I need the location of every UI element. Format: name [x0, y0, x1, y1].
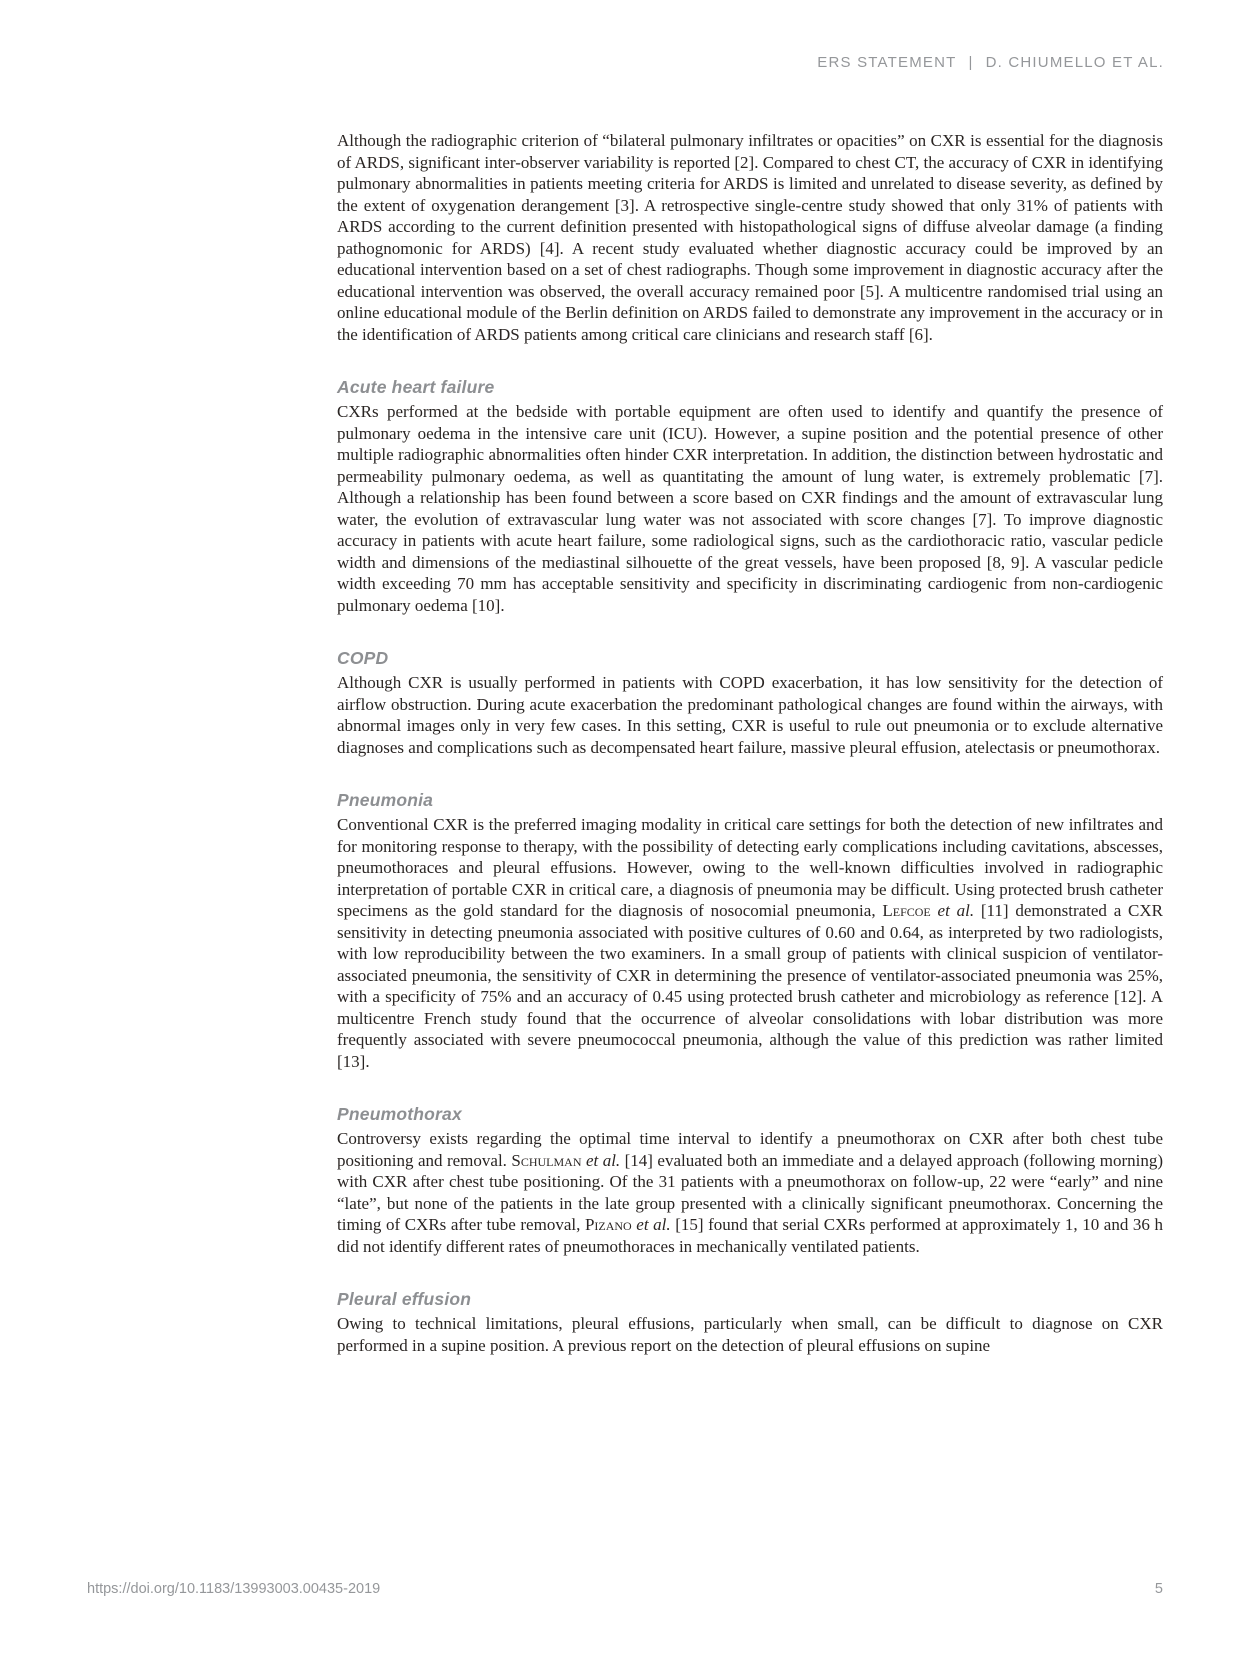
text-segment: Lefcoe — [882, 901, 931, 920]
text-segment: [15] found that serial CXRs performed at approximately 1, 10 and 36 h did not identify different rates of pneumothoraces in mechanically ventilated patients. — [337, 1215, 1164, 1256]
running-head-statement: ERS STATEMENT — [817, 54, 957, 71]
article-section — [337, 130, 1163, 345]
text-segment: CXRs performed at the bedside with portable equipment are often used to identify and quantify the presence of pulmonary oedema in the intensive care unit (ICU). However, a supine position and the potential presence of other multiple radiographic abnormalities often hinder CXR interpretation. In addition, the distinction between hydrostatic and permeability pulmonary oedema, as well as quantitating the amount of lung water, is extremely problematic [7]. Although a relationship has been found between a score based on CXR findings and the amount of extravascular lung water, the evolution of extravascular lung water was not associated with score changes [7]. To improve diagnostic accuracy in patients with acute heart failure, some radiological signs, such as the cardiothoracic ratio, vascular pedicle width and dimensions of the mediastinal silhouette of the great vessels, have been proposed [8, 9]. A vascular pedicle width exceeding 70 mm has acceptable sensitivity and specificity in discriminating cardiogenic from non-cardiogenic pulmonary oedema [10]. — [337, 402, 1163, 615]
section-heading: Pneumonia — [337, 790, 434, 810]
text-segment: Owing to technical limitations, pleural effusions, particularly when small, can be difficult to diagnose on CXR performed in a supine position. A previous report on the detection of pleural effusions on supine — [337, 1314, 1163, 1355]
paragraph — [337, 1128, 1163, 1257]
text-segment: Although the radiographic criterion of “bilateral pulmonary infiltrates or opacities” on CXR is essential for the diagnosis of ARDS, significant inter-observer variability is reported [2]. Compared to chest CT, the accuracy of CXR in identifying pulmonary abnormalities in patients meeting criteria for ARDS is limited and unrelated to disease severity, as defined by the extent of oxygenation derangement [3]. A retrospective single-centre study showed that only 31% of patients with ARDS according to the current definition presented with histopathological signs of diffuse alveolar damage (a finding pathognomonic for ARDS) [4]. A recent study evaluated whether diagnostic accuracy could be improved by an educational intervention based on a set of chest radiographs. Though some improvement in diagnostic accuracy after the educational intervention was observed, the overall accuracy remained poor [5]. A multicentre randomised trial using an online educational module of the Berlin definition on ARDS failed to demonstrate any improvement in the accuracy or in the identification of ARDS patients among critical care clinicians and research staff [6]. — [337, 131, 1163, 344]
article-section — [337, 647, 1163, 758]
paragraph — [337, 401, 1163, 616]
text-segment: Pizano — [584, 1215, 632, 1234]
text-segment: Controversy exists regarding the optimal time interval to identify a pneumothorax on CXR after both chest tube positioning and removal. — [337, 1129, 1163, 1170]
doi-link[interactable]: https://doi.org/10.1183/13993003.00435-2019 — [87, 1581, 381, 1597]
section-heading: Pneumothorax — [337, 1104, 462, 1124]
paragraph — [337, 672, 1163, 758]
article-section — [337, 789, 1163, 1072]
running-head — [817, 54, 1164, 71]
paragraph — [337, 1313, 1163, 1356]
running-head-authors: D. CHIUMELLO ET AL. — [985, 54, 1164, 71]
text-segment: et al. — [636, 1215, 671, 1234]
paragraph — [337, 814, 1163, 1072]
section-heading: Acute heart failure — [337, 377, 495, 397]
text-segment: [11] demonstrated a CXR sensitivity in detecting pneumonia associated with positive cultures of 0.60 and 0.64, as interpreted by two radiologists, with low reproducibility between the two examiners. In a small group of patients with clinical suspicion of ventilator-associated pneumonia, the sensitivity of CXR in determining the presence of ventilator-associated pneumonia was 25%, with a specificity of 75% and an accuracy of 0.45 using protected brush catheter and microbiology as reference [12]. A multicentre French study found that the occurrence of alveolar consolidations with lobar distribution was more frequently associated with severe pneumococcal pneumonia, although the value of this prediction was rather limited [13]. — [337, 901, 1163, 1071]
article-body — [337, 130, 1163, 1356]
section-heading: Pleural effusion — [337, 1289, 472, 1309]
text-segment: Although CXR is usually performed in patients with COPD exacerbation, it has low sensitivity for the detection of airflow obstruction. During acute exacerbation the predominant pathological changes are found within the airways, with abnormal images only in very few cases. In this setting, CXR is useful to rule out pneumonia or to exclude alternative diagnoses and complications such as decompensated heart failure, massive pleural effusion, atelectasis or pneumothorax. — [337, 673, 1163, 757]
page-footer — [87, 1581, 1163, 1597]
page-number: 5 — [1154, 1581, 1163, 1597]
text-segment: Conventional CXR is the preferred imaging modality in critical care settings for both the detection of new infiltrates and for monitoring response to therapy, with the possibility of detecting early complications including cavitations, abscesses, pneumothoraces and pleural effusions. However, owing to the well-known difficulties involved in radiographic interpretation of portable CXR in critical care, a diagnosis of pneumonia may be difficult. Using protected brush catheter specimens as the gold standard for the diagnosis of nosocomial pneumonia, — [337, 815, 1163, 920]
article-section — [337, 1103, 1163, 1257]
text-segment: Schulman — [511, 1150, 582, 1170]
article-section — [337, 376, 1163, 616]
text-segment — [931, 901, 938, 920]
section-heading: COPD — [337, 648, 389, 668]
running-head-separator: | — [968, 54, 974, 71]
text-segment: [14] evaluated both an immediate and a delayed approach (following morning) with CXR after chest tube positioning. Of the 31 patients with a pneumothorax on follow-up, 22 were “early” and nine “late”, but none of the patients in the late group presented with a clinically significant pneumothorax. Concerning the timing of CXRs after tube removal, — [337, 1150, 1163, 1234]
paragraph — [337, 130, 1163, 345]
text-segment: et al. — [585, 1150, 621, 1170]
article-section — [337, 1288, 1163, 1356]
text-segment: et al. — [937, 901, 975, 920]
